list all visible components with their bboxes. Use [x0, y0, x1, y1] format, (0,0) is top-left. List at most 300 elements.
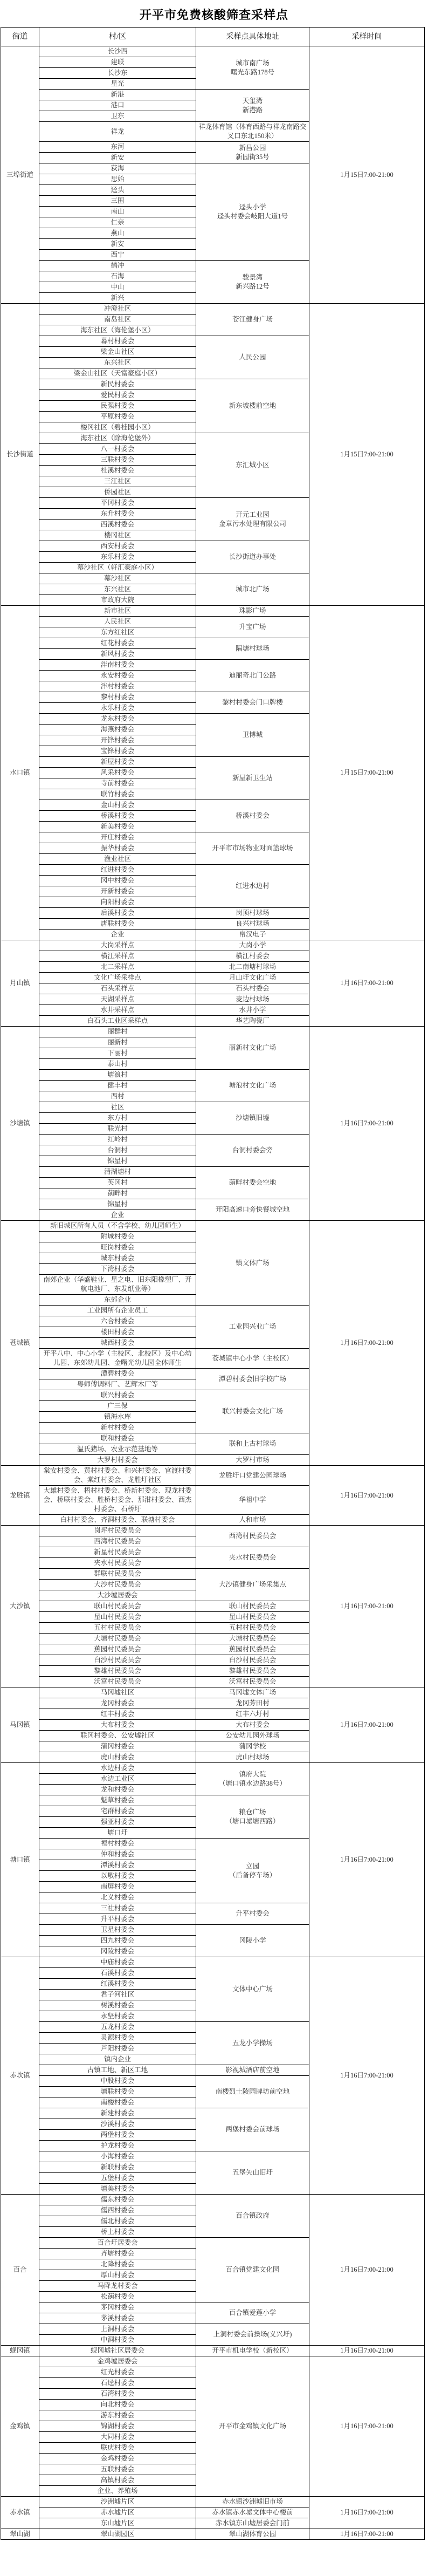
- address-line: 上洞村委会前操场(义兴圩): [213, 2331, 292, 2338]
- village-cell: 联山村民委员会: [39, 1601, 196, 1612]
- street-cell: 苍城镇: [1, 1221, 39, 1466]
- village-cell: 两堡村委会: [39, 2130, 196, 2141]
- address-line: 潭碧村委会旧学校广场: [218, 1375, 286, 1383]
- address-cell: [196, 606, 309, 617]
- address-line: 大布村委会: [236, 1721, 270, 1728]
- address-line: 赤水镇赤水墟文体中心楼前: [212, 2509, 293, 2516]
- village-cell: 企业、养殖场: [39, 2486, 196, 2497]
- village-cell: 向北村委会: [39, 2400, 196, 2410]
- table-row: [1, 1763, 425, 1774]
- village-cell: 新风村委会: [39, 649, 196, 660]
- village-cell: 红溪村委会: [39, 1979, 196, 1990]
- address-cell: [196, 90, 309, 122]
- village-cell: 广三保: [39, 1401, 196, 1412]
- village-cell: 新村村委会: [39, 1423, 196, 1433]
- village-cell: 塘美村委会: [39, 2184, 196, 2195]
- address-cell: [196, 1634, 309, 1644]
- address-line: 迳头小学: [239, 203, 266, 211]
- address-cell: [196, 1306, 309, 1349]
- address-cell: [196, 865, 309, 908]
- street-cell: 月山镇: [1, 940, 39, 1027]
- address-cell: [196, 1623, 309, 1634]
- village-cell: 翠山湖园区: [39, 2529, 196, 2540]
- address-cell: [196, 1763, 309, 1795]
- address-line: 联和上古村球场: [229, 1440, 277, 1447]
- village-cell: 泰山村: [39, 1059, 196, 1070]
- village-cell: 裡村村委会: [39, 1839, 196, 1849]
- village-cell: 桥上村委会: [39, 2227, 196, 2238]
- address-cell: [196, 336, 309, 379]
- village-cell: 宝锋村委会: [39, 746, 196, 757]
- village-cell: 塘浪村: [39, 1070, 196, 1081]
- village-cell: 荻海: [39, 163, 196, 174]
- street-cell: 龙胜镇: [1, 1466, 39, 1526]
- address-line: 工业园兴业广场: [229, 1323, 277, 1330]
- village-cell: 星光: [39, 79, 196, 90]
- address-cell: [196, 1569, 309, 1601]
- village-cell: 中山: [39, 282, 196, 293]
- address-line: 粮仓广场: [239, 1808, 266, 1816]
- address-line: 新东坡楼前空地: [229, 402, 277, 409]
- address-cell: [196, 2356, 309, 2497]
- address-cell: [196, 617, 309, 638]
- village-cell: 新旧城区所有人员（不含学校、幼儿园师生）: [39, 1221, 196, 1232]
- address-cell: [196, 832, 309, 865]
- address-line: 祥龙体育馆（体育西路与祥龙南路交叉口东北150米）: [198, 123, 307, 140]
- address-line: 开平市机电学校（新校区）: [212, 2347, 293, 2354]
- address-cell: [196, 1455, 309, 1466]
- village-cell: 君子河社区: [39, 1990, 196, 2000]
- address-line: 开阳高速口旁快餐城空地: [215, 1206, 290, 1213]
- address-cell: [196, 2238, 309, 2302]
- address-cell: [196, 1741, 309, 1752]
- village-cell: 东兴社区: [39, 584, 196, 595]
- village-cell: 百合圩居委会: [39, 2238, 196, 2249]
- village-cell: 下丽村: [39, 1048, 196, 1059]
- village-cell: 建联: [39, 57, 196, 68]
- address-line: 红进水边村: [236, 882, 270, 890]
- time-cell: 1月16日7:00-21:00: [309, 1763, 425, 1957]
- address-line: 蓢畔村委会空地: [229, 1179, 277, 1186]
- village-cell: 振华村委会: [39, 843, 196, 854]
- village-cell: 市政府大院: [39, 595, 196, 606]
- village-cell: 海东社区（除海伦堡外）: [39, 433, 196, 444]
- village-cell: 南楼村委会: [39, 2097, 196, 2108]
- address-cell: [196, 1903, 309, 1925]
- address-line: 北二南塘村球场: [229, 963, 277, 971]
- address-cell: [196, 1677, 309, 1687]
- address-line: 大岗小学: [239, 941, 266, 949]
- village-cell: 新安: [39, 239, 196, 250]
- village-cell: 黎雄村民委员会: [39, 1666, 196, 1677]
- village-cell: 八一村委会: [39, 444, 196, 455]
- village-cell: 茅冈村委会: [39, 2302, 196, 2313]
- village-cell: 新民村委会: [39, 379, 196, 390]
- address-line: 蕉园村民委员会: [229, 1645, 277, 1653]
- village-cell: 中股村委会: [39, 2076, 196, 2087]
- village-cell: 后溪村委会: [39, 908, 196, 919]
- village-cell: 中庙村委会: [39, 1957, 196, 1968]
- address-line: 东汇城小区: [236, 461, 270, 469]
- village-cell: 马冈墟社区: [39, 1687, 196, 1698]
- time-cell: 1月16日7:00-21:00: [309, 1687, 425, 1763]
- address-cell: [196, 1369, 309, 1390]
- address-line: 夹水村民委员会: [229, 1554, 277, 1561]
- address-cell: [196, 1167, 309, 1199]
- village-cell: 楼冈社区: [39, 530, 196, 541]
- village-cell: 六合村委会: [39, 1316, 196, 1327]
- address-cell: [196, 433, 309, 498]
- address-cell: [196, 1349, 309, 1369]
- village-cell: 虎山村委会: [39, 1752, 196, 1763]
- address-line: 文体中心广场: [232, 1985, 273, 1993]
- village-cell: 三江社区: [39, 476, 196, 487]
- header-street: 街道: [1, 28, 39, 46]
- time-cell: 1月15日7:00-21:00: [309, 606, 425, 940]
- village-cell: 联庆村委会: [39, 2443, 196, 2454]
- address-cell: [196, 638, 309, 660]
- village-cell: 梁金山社区: [39, 347, 196, 358]
- village-cell: 大罗村村委会: [39, 1455, 196, 1466]
- village-cell: 西宁: [39, 250, 196, 261]
- village-cell: 沃富村民委员会: [39, 1677, 196, 1687]
- village-cell: 南郊企业（华盛鞋业、星之电、旧东阳橡塑厂、开航电池厂、东发纸业等）: [39, 1275, 196, 1295]
- village-cell: 芦阳村委会: [39, 2044, 196, 2054]
- village-cell: 企业: [39, 930, 196, 940]
- village-cell: 桥溪村委会: [39, 811, 196, 822]
- address-cell: [196, 919, 309, 930]
- address-cell: [196, 46, 309, 90]
- address-cell: [196, 1795, 309, 1839]
- village-cell: 水边工业区: [39, 1774, 196, 1785]
- village-cell: 祥龙: [39, 122, 196, 142]
- address-line: 人和市场: [239, 1516, 266, 1523]
- address-cell: [196, 908, 309, 919]
- village-cell: 黎村村委会: [39, 692, 196, 703]
- address-line: 西湾村民委员会: [229, 1532, 277, 1540]
- street-cell: 赤水镇: [1, 2497, 39, 2529]
- address-cell: [196, 2529, 309, 2540]
- village-cell: 游东村委会: [39, 2410, 196, 2421]
- village-cell: 龙冈村委会: [39, 1698, 196, 1709]
- address-cell: [196, 1655, 309, 1666]
- address-line: 城市北广场: [236, 585, 270, 593]
- address-line: 龙冈芳田村: [236, 1699, 270, 1707]
- village-cell: 城西村委会: [39, 1338, 196, 1349]
- village-cell: 清湖塘村: [39, 1167, 196, 1178]
- address-line: 长沙街道办事处: [229, 553, 277, 561]
- village-cell: 强亚村委会: [39, 1817, 196, 1828]
- village-cell: 树溪村委会: [39, 2000, 196, 2011]
- address-line: （后备停车场）: [229, 1871, 277, 1879]
- village-cell: 沙洲墟片区: [39, 2497, 196, 2507]
- village-cell: 白石头工业区采样点: [39, 1016, 196, 1027]
- address-line: 沙塘镇旧墟: [236, 1114, 270, 1122]
- address-cell: [196, 1925, 309, 1957]
- address-cell: [196, 1486, 309, 1515]
- address-cell: [196, 1687, 309, 1698]
- time-cell: 1月16日7:00-21:00: [309, 1526, 425, 1687]
- time-cell: 1月16日7:00-21:00: [309, 940, 425, 1027]
- table-row: [1, 2346, 425, 2356]
- village-cell: 下湾村委会: [39, 1264, 196, 1275]
- address-cell: [196, 142, 309, 163]
- street-cell: 蚬冈镇: [1, 2346, 39, 2356]
- village-cell: 上洞村委会: [39, 2324, 196, 2335]
- address-cell: [196, 2507, 309, 2518]
- time-cell: 1月16日7:00-21:00: [309, 1027, 425, 1221]
- village-cell: 塘口圩: [39, 1828, 196, 1839]
- time-cell: 1月16日7:00-21:00: [309, 1221, 425, 1466]
- address-line: 赤水镇东山墟居委会门前: [215, 2519, 290, 2527]
- address-cell: [196, 1752, 309, 1763]
- village-cell: 社区: [39, 1102, 196, 1113]
- address-line: 苍城镇中心小学（主校区）: [212, 1354, 293, 1362]
- address-line: 冈陵小学: [239, 1937, 266, 1944]
- village-cell: 升平村委会: [39, 1914, 196, 1925]
- address-line: 迪丽奇北门公路: [229, 672, 277, 679]
- address-line: 翠山湖体育公园: [229, 2530, 277, 2538]
- address-line: 公安幼儿园外球场: [225, 1732, 280, 1739]
- address-line: 赤水镇沙洲墟旧市场: [222, 2498, 283, 2505]
- address-line: 星山村民委员会: [229, 1613, 277, 1621]
- village-cell: 幕沙社区: [39, 573, 196, 584]
- street-cell: 沙塘镇: [1, 1027, 39, 1221]
- time-cell: 1月16日7:00-21:00: [309, 2529, 425, 2540]
- village-cell: 开平八中、中心小学（主校区、北校区）及中心幼儿园、东郊幼儿园、金曙光幼儿园全体师生: [39, 1349, 196, 1369]
- address-line: 新园街35号: [236, 153, 270, 161]
- village-cell: 企业: [39, 1210, 196, 1221]
- address-cell: [196, 1515, 309, 1526]
- address-cell: [196, 757, 309, 800]
- address-line: 百合镇爱莲小学: [229, 2309, 277, 2317]
- address-cell: [196, 1135, 309, 1167]
- village-cell: 以敬村委会: [39, 1871, 196, 1882]
- sampling-sites-table: [1, 27, 425, 2540]
- address-line: 大罗村市场: [236, 1456, 270, 1464]
- address-line: 金章污水处理有限公司: [218, 520, 286, 528]
- address-cell: [196, 660, 309, 692]
- village-cell: 芙冈村: [39, 1178, 196, 1188]
- address-line: 升平村委会: [236, 1910, 270, 1917]
- time-cell: 1月15日7:00-21:00: [309, 304, 425, 606]
- address-line: 月山圩文化广场: [229, 974, 277, 981]
- village-cell: 大同村委会: [39, 2432, 196, 2443]
- address-cell: [196, 1957, 309, 2022]
- village-cell: 开新村委会: [39, 886, 196, 897]
- village-cell: 镇海水库: [39, 1412, 196, 1423]
- table-row: [1, 2529, 425, 2540]
- village-cell: 赤水墟片区: [39, 2507, 196, 2518]
- address-cell: [196, 1644, 309, 1655]
- street-cell: 长沙街道: [1, 304, 39, 606]
- address-line: 五堡矢山旧圩: [232, 2169, 273, 2176]
- page-title: 开平市免费核酸筛查采样点: [139, 8, 288, 22]
- village-cell: 红丰村委会: [39, 1709, 196, 1720]
- village-cell: 新兴: [39, 293, 196, 304]
- village-cell: 冈中村委会: [39, 876, 196, 886]
- village-cell: 大布村委会: [39, 1720, 196, 1731]
- address-cell: [196, 1005, 309, 1016]
- village-cell: 三社村委会: [39, 1903, 196, 1914]
- address-cell: [196, 1839, 309, 1903]
- village-cell: 西溪村委会: [39, 520, 196, 530]
- village-cell: 潭碧村委会: [39, 1369, 196, 1379]
- address-line: 红丰六圩村: [236, 1710, 270, 1718]
- village-cell: 永坚村委会: [39, 2011, 196, 2022]
- address-line: 百合镇政府: [236, 2212, 270, 2219]
- address-line: 麦边村球场: [236, 995, 270, 1003]
- time-cell: 1月16日7:00-21:00: [309, 2356, 425, 2497]
- village-cell: 寺前村委会: [39, 778, 196, 789]
- village-cell: 永安村委会: [39, 671, 196, 681]
- address-line: 骏景湾: [242, 273, 263, 281]
- table-header-row: [1, 28, 425, 46]
- village-cell: 水边村委会: [39, 1763, 196, 1774]
- address-cell: [196, 1433, 309, 1455]
- street-cell: 塘口镇: [1, 1763, 39, 1957]
- village-cell: 护龙村委会: [39, 2141, 196, 2151]
- village-cell: 五村村民委员会: [39, 1623, 196, 1634]
- address-line: 虎山村球场: [236, 1753, 270, 1761]
- table-body: [1, 46, 425, 2540]
- village-cell: 岗坪村民委员会: [39, 1526, 196, 1536]
- address-cell: [196, 1698, 309, 1709]
- address-line: 大沙镇健身广场采集点: [218, 1581, 286, 1588]
- street-cell: 金鸡镇: [1, 2356, 39, 2497]
- time-cell: 1月15日7:00-21:00: [309, 46, 425, 304]
- address-line: 升宝广场: [239, 623, 266, 631]
- village-cell: 梁金山社区（天富豪庭小区）: [39, 368, 196, 379]
- address-cell: [196, 498, 309, 541]
- address-cell: [196, 983, 309, 994]
- village-cell: 北降村委会: [39, 2259, 196, 2270]
- village-cell: 天湖采样点: [39, 994, 196, 1005]
- village-cell: 红光村委会: [39, 2367, 196, 2378]
- address-line: 华祖中学: [239, 1496, 266, 1504]
- village-cell: 北二采样点: [39, 962, 196, 973]
- village-cell: 开锋村委会: [39, 735, 196, 746]
- time-cell: 1月16日7:00-21:00: [309, 2346, 425, 2356]
- address-line: 联山村民委员会: [229, 1602, 277, 1610]
- address-cell: [196, 2518, 309, 2529]
- address-cell: [196, 940, 309, 951]
- address-line: 丽新村文化广场: [229, 1044, 277, 1051]
- table-row: [1, 940, 425, 951]
- village-cell: 粤师傅调料厂、艺辉木厂等: [39, 1379, 196, 1390]
- table-row: [1, 304, 425, 315]
- village-cell: 金鸡墟居委会: [39, 2356, 196, 2367]
- address-cell: [196, 1027, 309, 1070]
- village-cell: 联光村: [39, 1124, 196, 1135]
- village-cell: 红进村委会: [39, 865, 196, 876]
- village-cell: 丽新村: [39, 1037, 196, 1048]
- village-cell: 大沙村民委员会: [39, 1580, 196, 1590]
- village-cell: 中洞村委会: [39, 2335, 196, 2346]
- village-cell: 新星村民委员会: [39, 1547, 196, 1558]
- village-cell: 联兴村委会: [39, 1390, 196, 1401]
- village-cell: 南屏村委会: [39, 1882, 196, 1892]
- village-cell: 新市社区: [39, 606, 196, 617]
- village-cell: 高镇村委会: [39, 2475, 196, 2486]
- village-cell: 平冈村委会: [39, 498, 196, 509]
- village-cell: 五联村委会: [39, 2464, 196, 2475]
- address-cell: [196, 930, 309, 940]
- address-line: 天玺湾: [242, 97, 263, 105]
- address-line: 塘浪村文化广场: [229, 1082, 277, 1089]
- village-cell: 星山村民委员会: [39, 1612, 196, 1623]
- village-cell: 健丰村: [39, 1081, 196, 1091]
- address-line: （塘口镇水边路38号）: [218, 1779, 286, 1787]
- village-cell: 思始: [39, 174, 196, 185]
- address-cell: [196, 1102, 309, 1135]
- village-cell: 大塘村民委员会: [39, 1634, 196, 1644]
- address-cell: [196, 2065, 309, 2076]
- village-cell: 仁亲: [39, 217, 196, 228]
- address-cell: [196, 2022, 309, 2065]
- village-cell: 锦星村: [39, 1199, 196, 1210]
- address-cell: [196, 1199, 309, 1221]
- table-row: [1, 1957, 425, 1968]
- village-cell: 东郊企业: [39, 1295, 196, 1306]
- village-cell: 平原村委会: [39, 412, 196, 422]
- village-cell: 宅群村委会: [39, 1806, 196, 1817]
- address-cell: [196, 973, 309, 983]
- street-cell: 三埠街道: [1, 46, 39, 304]
- address-line: 新屋新卫生站: [232, 774, 273, 782]
- address-cell: [196, 541, 309, 573]
- street-cell: 百合: [1, 2195, 39, 2346]
- village-cell: 杜溪村委会: [39, 466, 196, 476]
- header-address: 采样点具体地址: [196, 28, 309, 46]
- village-cell: 古镇工地、新区工地: [39, 2065, 196, 2076]
- village-cell: 东方村: [39, 1113, 196, 1124]
- village-cell: 风采村委会: [39, 768, 196, 778]
- address-cell: [196, 122, 309, 142]
- village-cell: 永乐村委会: [39, 703, 196, 714]
- village-cell: 锦湖村委会: [39, 2421, 196, 2432]
- address-cell: [196, 714, 309, 757]
- village-cell: 渔业社区: [39, 854, 196, 865]
- village-cell: 石溪村委会: [39, 1968, 196, 1979]
- village-cell: 石湾村委会: [39, 2389, 196, 2400]
- village-cell: 儒东村委会: [39, 2195, 196, 2205]
- village-cell: 燕山: [39, 228, 196, 239]
- village-cell: 仲和村委会: [39, 1849, 196, 1860]
- village-cell: 旺岗村委会: [39, 1242, 196, 1253]
- village-cell: 卫星村委会: [39, 1925, 196, 1936]
- address-cell: [196, 2151, 309, 2195]
- table-row: [1, 1687, 425, 1698]
- village-cell: 东兴社区: [39, 358, 196, 368]
- village-cell: 魁草村委会: [39, 1795, 196, 1806]
- header-village: 村/区: [39, 28, 196, 46]
- village-cell: 儒北村委会: [39, 2216, 196, 2227]
- village-cell: 石迳村委会: [39, 2378, 196, 2389]
- village-cell: 南山: [39, 207, 196, 217]
- village-cell: 西安村委会: [39, 541, 196, 552]
- village-cell: 夹水村民委员会: [39, 1558, 196, 1569]
- address-line: 岗顶村球场: [236, 909, 270, 917]
- address-line: 华艺陶瓷厂: [236, 1017, 270, 1024]
- address-cell: [196, 800, 309, 832]
- village-cell: 海燕村委会: [39, 725, 196, 735]
- village-cell: 泮南村委会: [39, 660, 196, 671]
- village-cell: 潭溪村委会: [39, 1860, 196, 1871]
- village-cell: 新美村委会: [39, 822, 196, 832]
- village-cell: 红岭村: [39, 1135, 196, 1145]
- table-row: [1, 1526, 425, 1536]
